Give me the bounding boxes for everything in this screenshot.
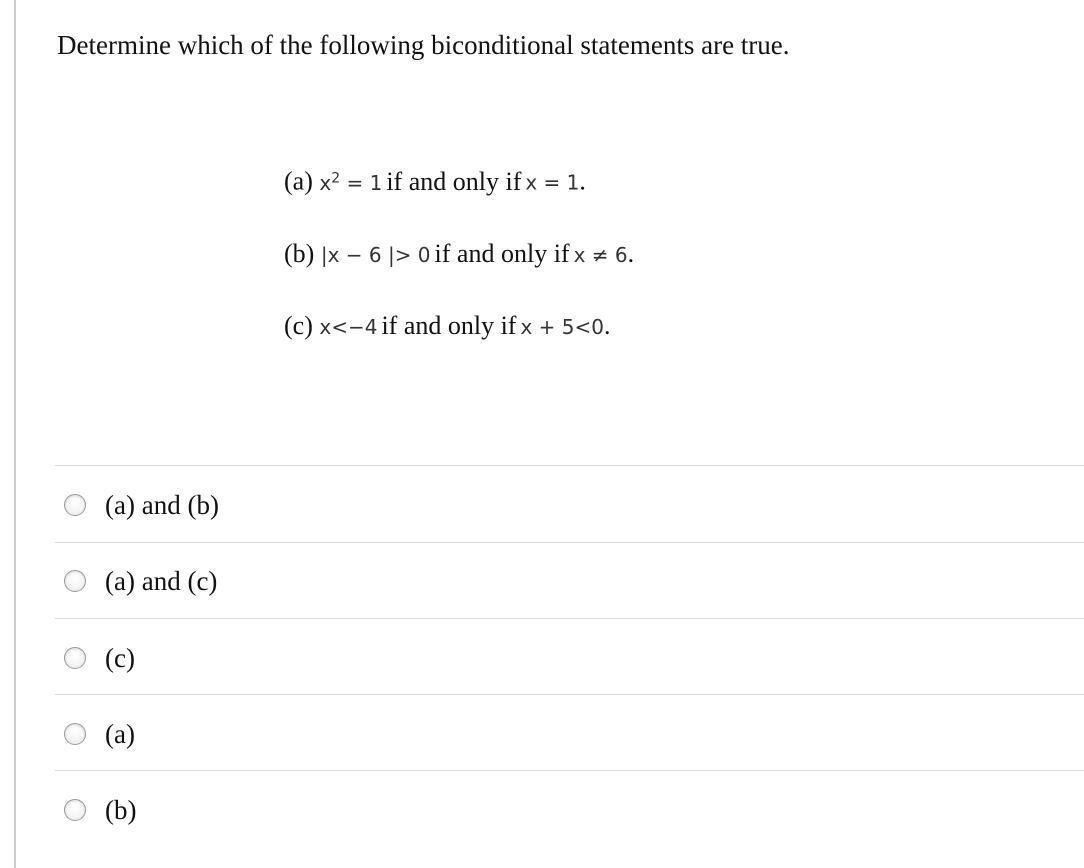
answer-option-label[interactable]: (c): [105, 643, 135, 673]
statement-a-label: (a): [284, 166, 313, 196]
radio-button[interactable]: [64, 647, 86, 669]
radio-button[interactable]: [64, 799, 86, 821]
statement-b-end: .: [627, 239, 635, 268]
option-divider: [55, 465, 1084, 466]
radio-button[interactable]: [64, 723, 86, 745]
statement-c-label: (c): [284, 311, 313, 340]
statement-b-lhs: |x − 6 |> 0: [320, 243, 431, 267]
statement-b-label: (b): [284, 239, 315, 268]
option-divider: [55, 542, 1084, 543]
answer-option-label[interactable]: (a) and (b): [105, 490, 219, 520]
statement-c-rhs: x + 5<0: [520, 315, 604, 339]
answer-option[interactable]: [64, 712, 135, 756]
statement-c-lhs: x<−4: [319, 315, 378, 339]
statement-c-end: .: [603, 311, 611, 340]
statement-b-rhs: x ≠ 6: [573, 243, 628, 267]
answer-option-label[interactable]: (b): [105, 795, 137, 825]
statement-c: [284, 311, 610, 342]
answer-option[interactable]: [64, 788, 136, 832]
answer-option[interactable]: [64, 483, 219, 527]
answer-option-label[interactable]: (a): [105, 719, 135, 749]
answer-option-label[interactable]: (a) and (c): [105, 566, 218, 596]
option-divider: [55, 618, 1084, 619]
option-divider: [55, 694, 1084, 695]
statement-a-lhs: $x^2 = 1$: [319, 170, 383, 195]
statement-b: [284, 239, 634, 270]
radio-button[interactable]: [64, 570, 86, 592]
statement-a-end: .: [579, 166, 586, 196]
radio-button[interactable]: [64, 494, 86, 516]
statement-a-connector: if and only if: [386, 166, 522, 196]
statement-a-rhs: x = 1: [525, 170, 580, 195]
question-text: Determine which of the following biconditional statements are true.: [57, 30, 790, 60]
statement-a: [284, 163, 586, 198]
answer-option[interactable]: [64, 559, 217, 603]
left-border-rule: [14, 0, 16, 868]
statement-b-connector: if and only if: [434, 239, 570, 268]
option-divider: [55, 770, 1084, 771]
statement-c-connector: if and only if: [381, 311, 517, 340]
answer-option[interactable]: [64, 636, 135, 680]
